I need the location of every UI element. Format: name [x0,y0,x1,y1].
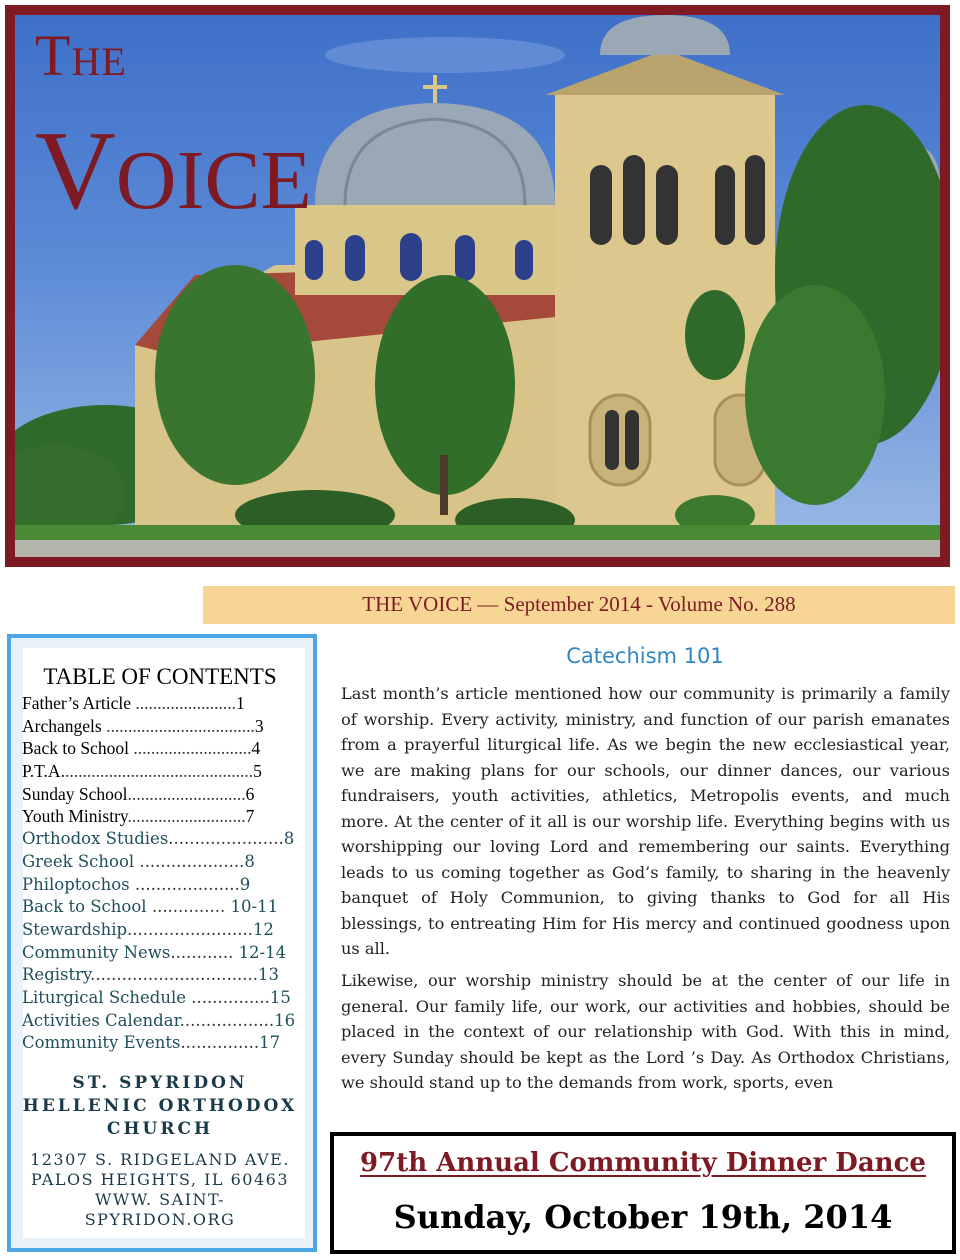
toc-item[interactable]: Sunday School...........................6 [22,783,255,804]
toc-list [22,692,298,1055]
article-paragraph: Last month’s article mentioned how our community is primarily a family of worship. Every activity, ministry, and function of our parish emanates from a prayerful liturgical life. As we begin the new ecclesiastical year, we are making plans for our schools, our dinner dances, our various fundraisers, youth activities, athletics, Metropolis events, and much more. At the center of it all is our worship life. Everything begins with us worshipping our loving Lord and remembering our saints. Everything leads to us coming together as God’s family, to sharing in the heavenly banquet of Holy Communion, to giving thanks to God for all His blessings, to entreating Him for His mercy and continued goodness upon us all. [341,684,950,958]
website-link[interactable]: WWW. SAINT- [94,1190,226,1209]
cover-frame [5,5,950,567]
toc-item[interactable]: P.T.A............................................5 [22,761,262,782]
dinner-dance-date: Sunday, October 19th, 2014 [393,1198,893,1236]
masthead-the-cap: T [35,23,72,88]
toc-item[interactable]: Orthodox Studies......................8 [22,829,295,849]
toc-item[interactable]: Community Events...............17 [22,1033,281,1053]
masthead-the [35,23,127,88]
church-name-line: HELLENIC ORTHODOX [22,1096,298,1116]
masthead-voice-cap: V [35,109,116,233]
toc-item[interactable]: Philoptochos ....................9 [22,874,251,894]
dinner-dance-heading [334,1148,952,1178]
address-line: 12307 S. RIDGELAND AVE. [30,1150,290,1169]
toc-item[interactable]: Stewardship........................12 [22,919,274,939]
toc-item[interactable]: Community News............ 12-14 [22,942,287,962]
toc-item[interactable]: Registry................................13 [22,965,279,985]
address-line: PALOS HEIGHTS, IL 60463 [31,1170,289,1189]
toc-item[interactable]: Back to School .............. 10-11 [22,897,279,917]
church-name-line: CHURCH [106,1119,214,1139]
toc-item[interactable]: Archangels ..................................3 [22,715,264,736]
toc-item[interactable]: Back to School ...........................4 [22,738,261,759]
masthead-voice [35,109,312,233]
toc-item[interactable]: Liturgical Schedule ...............15 [22,987,291,1007]
masthead-the-rest: HE [71,39,127,84]
article-title: Catechism 101 [566,644,724,668]
dinner-dance-box [330,1132,956,1254]
article-paragraph: Likewise, our worship ministry should be at the center of our life in general. Our family life, our work, our activities and hobbies, should be placed in the context of our relationship with God. With this in mind, every Sunday should be kept as the Lord ’s Day. As Orthodox Christians, we should stand up to the demands from work, sports, even [341,971,950,1092]
church-name-line: ST. SPYRIDON [72,1073,248,1093]
volume-line: THE VOICE — September 2014 - Volume No. 288 [362,592,796,616]
church-name [22,1072,298,1141]
church-illustration [15,15,940,557]
toc-item[interactable]: Father’s Article .......................1 [22,693,245,713]
dinner-dance-heading-text: 97th Annual Community Dinner Dance [360,1148,926,1178]
church-address [22,1150,298,1230]
website-link[interactable]: SPYRIDON.ORG [84,1210,236,1229]
masthead-voice-rest: OICE [115,134,312,227]
toc-item[interactable]: Youth Ministry...........................7 [22,806,255,827]
church-photo [15,15,940,557]
toc-title: TABLE OF CONTENTS [43,664,277,689]
toc-item[interactable]: Greek School ....................8 [22,851,255,871]
volume-banner [203,586,955,624]
toc-item[interactable]: Activities Calendar..................16 [22,1010,296,1030]
